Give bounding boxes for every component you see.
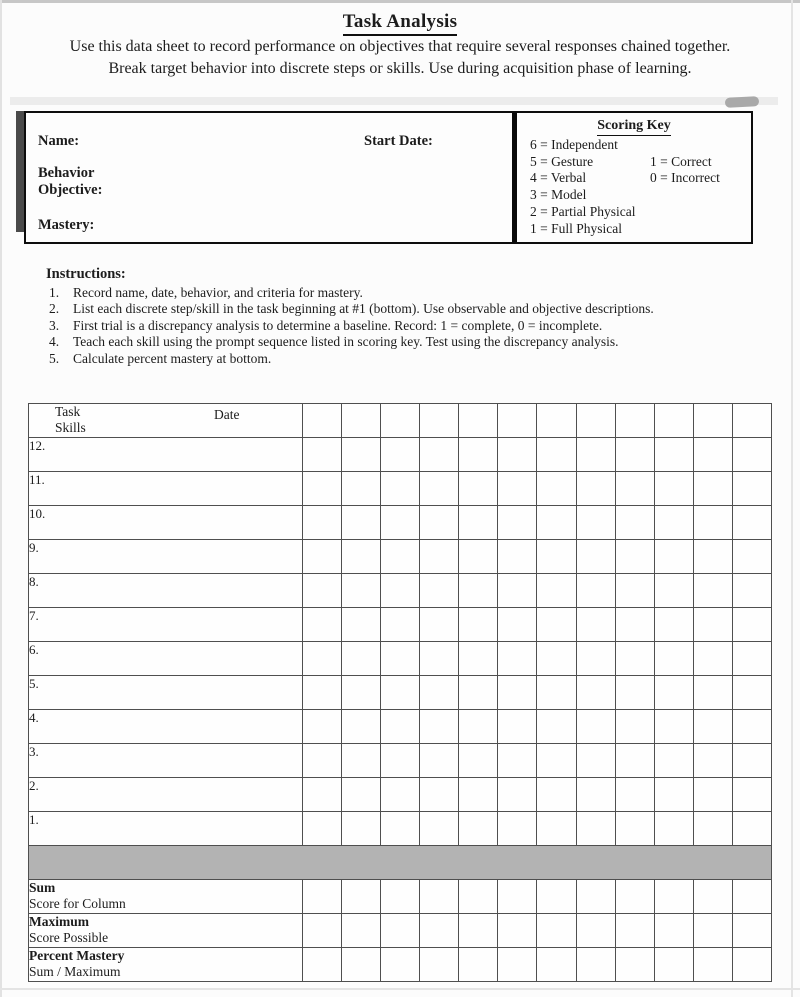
skill-row-label: 11. xyxy=(29,472,303,506)
skill-row-label: 12. xyxy=(29,438,303,472)
skill-row xyxy=(29,778,772,812)
score-cell xyxy=(342,574,381,608)
scoring-key-item-secondary xyxy=(650,221,748,238)
score-cell xyxy=(381,710,420,744)
score-cell xyxy=(420,574,459,608)
score-cell xyxy=(303,778,342,812)
scan-artifact-band xyxy=(10,97,778,105)
score-cell xyxy=(459,676,498,710)
score-cell xyxy=(615,642,654,676)
summary-score-cell xyxy=(342,914,381,948)
summary-subtitle: Score for Column xyxy=(29,896,126,912)
summary-score-cell xyxy=(693,880,732,914)
score-cell xyxy=(420,506,459,540)
score-cell xyxy=(693,710,732,744)
skill-row xyxy=(29,540,772,574)
page-title: Task Analysis xyxy=(343,11,458,36)
vertical-divider xyxy=(512,113,517,242)
date-header-cell xyxy=(303,404,342,438)
start-date-label: Start Date: xyxy=(364,133,433,149)
scoring-key-row xyxy=(520,187,748,204)
score-cell xyxy=(537,710,576,744)
score-cell xyxy=(576,778,615,812)
score-cell xyxy=(459,744,498,778)
behavior-label-line1: Behavior xyxy=(38,165,95,181)
scoring-key-item: 4 = Verbal xyxy=(530,170,587,186)
score-cell xyxy=(342,676,381,710)
score-cell xyxy=(576,642,615,676)
date-header-cell xyxy=(732,404,771,438)
score-cell xyxy=(303,540,342,574)
score-cell xyxy=(693,472,732,506)
score-cell xyxy=(420,676,459,710)
score-cell xyxy=(459,472,498,506)
score-cell xyxy=(537,506,576,540)
score-cell xyxy=(615,540,654,574)
instruction-number: 2. xyxy=(49,301,60,317)
score-cell xyxy=(342,744,381,778)
score-cell xyxy=(342,710,381,744)
score-cell xyxy=(381,676,420,710)
score-cell xyxy=(537,744,576,778)
score-cell xyxy=(498,574,537,608)
instruction-item xyxy=(46,318,770,334)
skill-row-label: 8. xyxy=(29,574,303,608)
score-cell xyxy=(537,812,576,846)
summary-score-cell xyxy=(420,948,459,982)
score-cell xyxy=(537,676,576,710)
skill-row xyxy=(29,438,772,472)
scoring-key-item: 3 = Model xyxy=(530,187,587,203)
score-cell xyxy=(381,642,420,676)
date-header-cell xyxy=(381,404,420,438)
summary-score-cell xyxy=(732,914,771,948)
score-cell xyxy=(732,676,771,710)
scoring-key xyxy=(520,117,748,238)
score-cell xyxy=(537,472,576,506)
date-heading: Date xyxy=(214,407,240,422)
score-cell xyxy=(459,438,498,472)
skill-row-label: 5. xyxy=(29,676,303,710)
score-cell xyxy=(381,608,420,642)
score-cell xyxy=(693,438,732,472)
score-cell xyxy=(732,540,771,574)
table-header-cell xyxy=(29,404,303,438)
score-cell xyxy=(693,812,732,846)
score-cell xyxy=(420,608,459,642)
scoring-key-item-secondary xyxy=(650,137,748,154)
score-cell xyxy=(576,540,615,574)
summary-score-cell xyxy=(693,914,732,948)
scoring-key-title: Scoring Key xyxy=(597,118,671,136)
date-header-cell xyxy=(654,404,693,438)
score-cell xyxy=(459,608,498,642)
score-cell xyxy=(381,574,420,608)
score-cell xyxy=(615,812,654,846)
score-cell xyxy=(420,744,459,778)
instruction-text: List each discrete step/skill in the task beginning at #1 (bottom). Use observable and objective descriptions. xyxy=(73,301,654,317)
score-cell xyxy=(693,506,732,540)
date-header-cell xyxy=(537,404,576,438)
score-cell xyxy=(576,744,615,778)
summary-score-cell xyxy=(654,880,693,914)
score-cell xyxy=(303,710,342,744)
skill-row xyxy=(29,472,772,506)
score-cell xyxy=(381,438,420,472)
score-cell xyxy=(615,676,654,710)
score-cell xyxy=(498,472,537,506)
summary-row xyxy=(29,948,772,982)
score-cell xyxy=(498,438,537,472)
summary-score-cell xyxy=(420,880,459,914)
instruction-number: 1. xyxy=(49,285,60,300)
instruction-text: First trial is a discrepancy analysis to determine a baseline. Record: 1 = complete, 0 = incomplete. xyxy=(73,317,603,333)
score-cell xyxy=(537,778,576,812)
instruction-item xyxy=(46,334,770,350)
score-cell xyxy=(342,540,381,574)
score-cell xyxy=(654,506,693,540)
score-cell xyxy=(381,812,420,846)
summary-title: Maximum xyxy=(29,914,89,929)
score-cell xyxy=(576,438,615,472)
summary-score-cell xyxy=(342,880,381,914)
score-cell xyxy=(693,778,732,812)
skill-row-label: 3. xyxy=(29,744,303,778)
scoring-key-item-secondary xyxy=(650,204,748,221)
summary-score-cell xyxy=(303,914,342,948)
summary-row-label xyxy=(29,914,303,948)
score-cell xyxy=(693,744,732,778)
task-analysis-table xyxy=(28,403,772,982)
summary-row-label xyxy=(29,880,303,914)
score-cell xyxy=(498,540,537,574)
skill-row xyxy=(29,608,772,642)
skill-row xyxy=(29,812,772,846)
summary-score-cell xyxy=(498,948,537,982)
score-cell xyxy=(654,642,693,676)
task-skills-heading xyxy=(29,404,302,436)
score-cell xyxy=(420,812,459,846)
score-cell xyxy=(303,472,342,506)
scoring-key-item: 6 = Independent xyxy=(530,136,618,152)
scoring-key-item-secondary: 0 = Incorrect xyxy=(650,170,720,186)
skill-row xyxy=(29,506,772,540)
score-cell xyxy=(459,574,498,608)
score-cell xyxy=(303,438,342,472)
score-cell xyxy=(381,472,420,506)
score-cell xyxy=(420,778,459,812)
score-cell xyxy=(420,642,459,676)
instruction-number: 3. xyxy=(49,317,60,333)
score-cell xyxy=(732,812,771,846)
intro-line-2: Break target behavior into discrete steps or skills. Use during acquisition phase of learning. xyxy=(108,60,692,77)
summary-score-cell xyxy=(615,914,654,948)
score-cell xyxy=(693,574,732,608)
score-cell xyxy=(615,506,654,540)
behavior-label-line2: Objective: xyxy=(38,182,103,198)
score-cell xyxy=(537,608,576,642)
summary-score-cell xyxy=(381,948,420,982)
score-cell xyxy=(732,608,771,642)
summary-score-cell xyxy=(498,880,537,914)
summary-score-cell xyxy=(537,914,576,948)
summary-score-cell xyxy=(576,914,615,948)
score-cell xyxy=(654,812,693,846)
scoring-key-item-secondary xyxy=(650,187,748,204)
skill-row-label: 2. xyxy=(29,778,303,812)
scan-artifact-bottom-edge xyxy=(0,988,800,990)
scoring-key-row xyxy=(520,170,748,187)
intro-line-1: Use this data sheet to record performance on objectives that require several responses chained together. xyxy=(69,38,731,55)
summary-title: Percent Mastery xyxy=(29,948,125,963)
score-cell xyxy=(342,608,381,642)
skill-row-label: 4. xyxy=(29,710,303,744)
summary-score-cell xyxy=(537,880,576,914)
summary-row xyxy=(29,880,772,914)
score-cell xyxy=(342,812,381,846)
score-cell xyxy=(459,812,498,846)
score-cell xyxy=(576,574,615,608)
instruction-number: 5. xyxy=(49,350,60,366)
score-cell xyxy=(498,744,537,778)
score-cell xyxy=(459,778,498,812)
score-cell xyxy=(342,642,381,676)
score-cell xyxy=(303,506,342,540)
score-cell xyxy=(693,608,732,642)
date-header-cell xyxy=(342,404,381,438)
student-info-box xyxy=(24,111,753,244)
score-cell xyxy=(342,778,381,812)
scan-artifact-top-edge xyxy=(0,0,800,3)
score-cell xyxy=(498,812,537,846)
scoring-key-row xyxy=(520,137,748,154)
score-cell xyxy=(459,710,498,744)
skill-row xyxy=(29,744,772,778)
skills-heading: Skills xyxy=(55,420,86,435)
summary-score-cell xyxy=(381,914,420,948)
summary-score-cell xyxy=(654,948,693,982)
mastery-label: Mastery: xyxy=(38,217,95,233)
summary-score-cell xyxy=(537,948,576,982)
instruction-item xyxy=(46,285,770,301)
score-cell xyxy=(498,710,537,744)
score-cell xyxy=(654,744,693,778)
skill-row xyxy=(29,710,772,744)
score-cell xyxy=(732,642,771,676)
score-cell xyxy=(615,438,654,472)
score-cell xyxy=(537,574,576,608)
scoring-key-item: 2 = Partial Physical xyxy=(530,203,636,219)
summary-row-label xyxy=(29,948,303,982)
summary-score-cell xyxy=(732,948,771,982)
score-cell xyxy=(537,642,576,676)
task-heading: Task xyxy=(55,404,81,419)
summary-score-cell xyxy=(576,948,615,982)
score-cell xyxy=(537,438,576,472)
score-cell xyxy=(615,472,654,506)
score-cell xyxy=(420,438,459,472)
score-cell xyxy=(420,540,459,574)
skill-row-label: 1. xyxy=(29,812,303,846)
scan-artifact-left-edge xyxy=(0,0,2,997)
intro-text xyxy=(0,36,800,80)
scoring-key-row xyxy=(520,204,748,221)
skill-row-label: 7. xyxy=(29,608,303,642)
score-cell xyxy=(498,608,537,642)
score-cell xyxy=(537,540,576,574)
instruction-number: 4. xyxy=(49,334,60,350)
scoring-key-row xyxy=(520,154,748,171)
skill-row-label: 10. xyxy=(29,506,303,540)
instruction-text: Teach each skill using the prompt sequence listed in scoring key. Test using the discrepancy analysis. xyxy=(73,334,619,350)
summary-score-cell xyxy=(732,880,771,914)
score-cell xyxy=(498,642,537,676)
instruction-item xyxy=(46,301,770,317)
name-label: Name: xyxy=(38,133,80,149)
score-cell xyxy=(693,676,732,710)
score-cell xyxy=(693,540,732,574)
score-cell xyxy=(654,438,693,472)
summary-score-cell xyxy=(654,914,693,948)
score-cell xyxy=(654,710,693,744)
summary-score-cell xyxy=(342,948,381,982)
scoring-key-row xyxy=(520,221,748,238)
score-cell xyxy=(654,472,693,506)
summary-title: Sum xyxy=(29,880,56,895)
summary-score-cell xyxy=(576,880,615,914)
date-header-cell xyxy=(615,404,654,438)
score-cell xyxy=(303,608,342,642)
scoring-key-item: 5 = Gesture xyxy=(530,153,594,169)
score-cell xyxy=(303,812,342,846)
score-cell xyxy=(732,574,771,608)
score-cell xyxy=(615,710,654,744)
summary-score-cell xyxy=(303,948,342,982)
score-cell xyxy=(576,812,615,846)
score-cell xyxy=(381,540,420,574)
score-cell xyxy=(615,778,654,812)
behavior-objective-label xyxy=(38,165,102,199)
score-cell xyxy=(732,472,771,506)
score-cell xyxy=(654,676,693,710)
score-cell xyxy=(576,676,615,710)
scoring-key-item: 1 = Full Physical xyxy=(530,220,622,236)
skill-row xyxy=(29,574,772,608)
score-cell xyxy=(576,472,615,506)
instructions-heading: Instructions: xyxy=(46,266,126,282)
score-cell xyxy=(576,506,615,540)
score-cell xyxy=(420,472,459,506)
summary-score-cell xyxy=(459,880,498,914)
date-header-cell xyxy=(459,404,498,438)
summary-subtitle: Score Possible xyxy=(29,930,109,946)
skill-row xyxy=(29,676,772,710)
date-header-cell xyxy=(693,404,732,438)
summary-subtitle: Sum / Maximum xyxy=(29,964,121,980)
score-cell xyxy=(420,710,459,744)
summary-score-cell xyxy=(459,914,498,948)
summary-score-cell xyxy=(303,880,342,914)
score-cell xyxy=(303,676,342,710)
instruction-item xyxy=(46,351,770,367)
summary-score-cell xyxy=(459,948,498,982)
score-cell xyxy=(732,778,771,812)
score-cell xyxy=(303,642,342,676)
skill-row xyxy=(29,642,772,676)
skill-row-label: 9. xyxy=(29,540,303,574)
scoring-key-item-secondary: 1 = Correct xyxy=(650,153,712,169)
summary-score-cell xyxy=(693,948,732,982)
score-cell xyxy=(654,778,693,812)
score-cell xyxy=(342,472,381,506)
score-cell xyxy=(732,744,771,778)
summary-score-cell xyxy=(381,880,420,914)
score-cell xyxy=(381,744,420,778)
score-cell xyxy=(381,506,420,540)
score-cell xyxy=(654,608,693,642)
score-cell xyxy=(615,574,654,608)
date-header-cell xyxy=(420,404,459,438)
summary-row xyxy=(29,914,772,948)
score-cell xyxy=(693,642,732,676)
date-header-cell xyxy=(576,404,615,438)
score-cell xyxy=(303,744,342,778)
score-cell xyxy=(498,676,537,710)
summary-score-cell xyxy=(615,948,654,982)
score-cell xyxy=(576,710,615,744)
summary-score-cell xyxy=(615,880,654,914)
score-cell xyxy=(459,540,498,574)
score-cell xyxy=(615,744,654,778)
instructions-section xyxy=(46,266,770,367)
summary-score-cell xyxy=(498,914,537,948)
separator-band xyxy=(29,846,772,880)
score-cell xyxy=(459,642,498,676)
score-cell xyxy=(342,506,381,540)
score-cell xyxy=(732,506,771,540)
score-cell xyxy=(654,540,693,574)
page-title-wrap xyxy=(0,11,800,36)
score-cell xyxy=(342,438,381,472)
score-cell xyxy=(654,574,693,608)
score-cell xyxy=(459,506,498,540)
score-cell xyxy=(576,608,615,642)
score-cell xyxy=(498,506,537,540)
score-cell xyxy=(615,608,654,642)
score-cell xyxy=(303,574,342,608)
date-header-cell xyxy=(498,404,537,438)
summary-score-cell xyxy=(420,914,459,948)
score-cell xyxy=(732,438,771,472)
instruction-text: Record name, date, behavior, and criteria for mastery. xyxy=(73,285,363,300)
instruction-text: Calculate percent mastery at bottom. xyxy=(73,350,272,366)
skill-row-label: 6. xyxy=(29,642,303,676)
score-cell xyxy=(381,778,420,812)
score-cell xyxy=(498,778,537,812)
score-cell xyxy=(732,710,771,744)
scan-artifact-right-edge xyxy=(791,0,793,997)
